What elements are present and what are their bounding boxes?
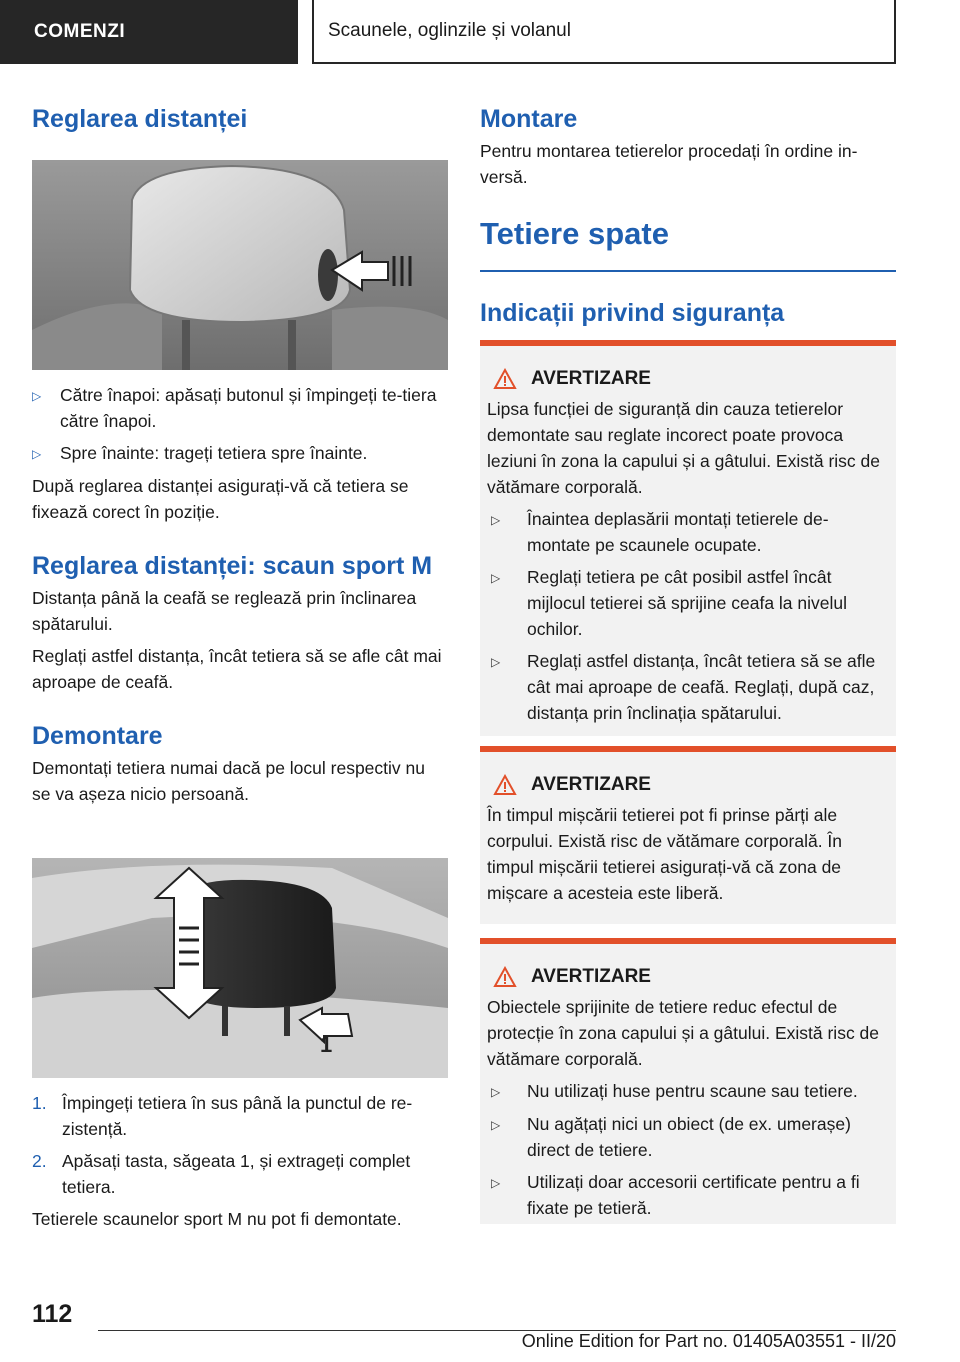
chapter-label: Scaunele, oglinzile și volanul	[328, 20, 571, 41]
list-item	[487, 1169, 888, 1221]
warning-heading: AVERTIZARE	[531, 368, 651, 389]
edition-note: Online Edition for Part no. 01405A03551 - II/20	[521, 1331, 896, 1351]
bullet-triangle-icon: ▷	[491, 1118, 501, 1132]
bullet-text: Spre înainte: trageți tetiera spre înainte.	[60, 443, 368, 463]
heading-safety: Indicații privind siguranța	[480, 299, 785, 327]
list-item	[487, 1078, 888, 1105]
paragraph: Demontați tetiera numai dacă pe locul respectiv nu se va așeza nicio persoană.	[32, 758, 425, 804]
warning-text: Lipsa funcției de siguranță din cauza tetierelor demontate sau reglate incorect poate provoca leziuni în zona la capului și a gâtului. Există risc de vătămare corporală.	[487, 399, 880, 497]
section-label: COMENZI	[34, 21, 126, 42]
warning-triangle-icon	[493, 966, 517, 988]
paragraph: După reglarea distanței asigurați-vă că tetiera se fixează corect în poziție.	[32, 476, 409, 522]
headrest-distance-image	[32, 160, 448, 370]
bullet-text: Nu utilizați huse pentru scaune sau tetiere.	[527, 1081, 858, 1101]
page-title: Tetiere spate	[480, 216, 669, 251]
page-number: 112	[32, 1300, 73, 1328]
bullet-text: Reglați tetiera pe cât posibil astfel încât mijlocul tetierei să sprijine ceafa la nivelul ochilor.	[527, 567, 848, 639]
bullet-triangle-icon: ▷	[491, 1085, 501, 1099]
warning-text: Obiectele sprijinite de tetiere reduc efectul de protecție în zona capului și a gâtului. Există risc de vătămare corporală.	[487, 997, 880, 1069]
list-item	[32, 382, 448, 434]
chapter-tab	[312, 0, 896, 64]
photo-callout-label: 1	[320, 1032, 333, 1057]
paragraph: Tetierele scaunelor sport M nu pot fi demontate.	[32, 1209, 402, 1229]
warning-heading: AVERTIZARE	[531, 966, 651, 987]
warning-heading: AVERTIZARE	[531, 774, 651, 795]
list-item	[32, 1148, 448, 1200]
headrest-removal-image	[32, 858, 448, 1078]
bullet-text: Înaintea deplasării montați tetierele de-montate pe scaunele ocupate.	[527, 509, 829, 555]
warning-box	[480, 938, 896, 1224]
bullet-triangle-icon: ▷	[32, 389, 42, 403]
bullet-text: Nu agățați nici un obiect (de ex. umerașe) direct de tetiere.	[527, 1114, 851, 1160]
list-item	[487, 564, 888, 642]
bullet-triangle-icon: ▷	[491, 571, 501, 585]
bullet-triangle-icon: ▷	[491, 513, 501, 527]
warning-box	[480, 340, 896, 736]
list-item	[32, 1090, 448, 1142]
bullet-triangle-icon: ▷	[491, 655, 501, 669]
bullet-text: Către înapoi: apăsați butonul și împingeți te-tiera către înapoi.	[60, 385, 437, 431]
heading-mounting: Montare	[480, 105, 578, 133]
heading-distance-adjustment: Reglarea distanței	[32, 105, 248, 133]
list-item	[487, 648, 888, 726]
heading-removal: Demontare	[32, 722, 163, 750]
bullet-text: Reglați astfel distanța, încât tetiera să se afle cât mai aproape de ceafă. Reglați, după caz, distanța prin înclinația spătarului.	[527, 651, 876, 723]
list-item	[487, 506, 888, 558]
step-number: 1.	[32, 1093, 47, 1113]
list-item	[487, 1111, 888, 1163]
bullet-triangle-icon: ▷	[32, 447, 42, 461]
heading-sport-seat: Reglarea distanței: scaun sport M	[32, 552, 433, 580]
warning-box	[480, 746, 896, 924]
warning-triangle-icon	[493, 774, 517, 796]
step-text: Împingeți tetiera în sus până la punctul de re-zistență.	[62, 1093, 413, 1139]
step-number: 2.	[32, 1151, 47, 1171]
section-tab	[0, 0, 298, 64]
paragraph: Pentru montarea tetierelor procedați în ordine in-versă.	[480, 141, 858, 187]
title-divider	[480, 270, 896, 272]
warning-triangle-icon	[493, 368, 517, 390]
bullet-triangle-icon: ▷	[491, 1176, 501, 1190]
warning-text: În timpul mișcării tetierei pot fi prinse părți ale corpului. Există risc de vătămare corporală. În timpul mișcării tetierei asigurați-vă că zona de mișcare a acesteia este liberă.	[487, 805, 843, 903]
paragraph: Reglați astfel distanța, încât tetiera să se afle cât mai aproape de ceafă.	[32, 646, 442, 692]
bullet-text: Utilizați doar accesorii certificate pentru a fi fixate pe tetieră.	[527, 1172, 860, 1218]
list-item	[32, 440, 448, 467]
paragraph: Distanța până la ceafă se reglează prin înclinarea spătarului.	[32, 588, 417, 634]
step-text: Apăsați tasta, săgeata 1, și extrageți complet tetiera.	[62, 1151, 411, 1197]
